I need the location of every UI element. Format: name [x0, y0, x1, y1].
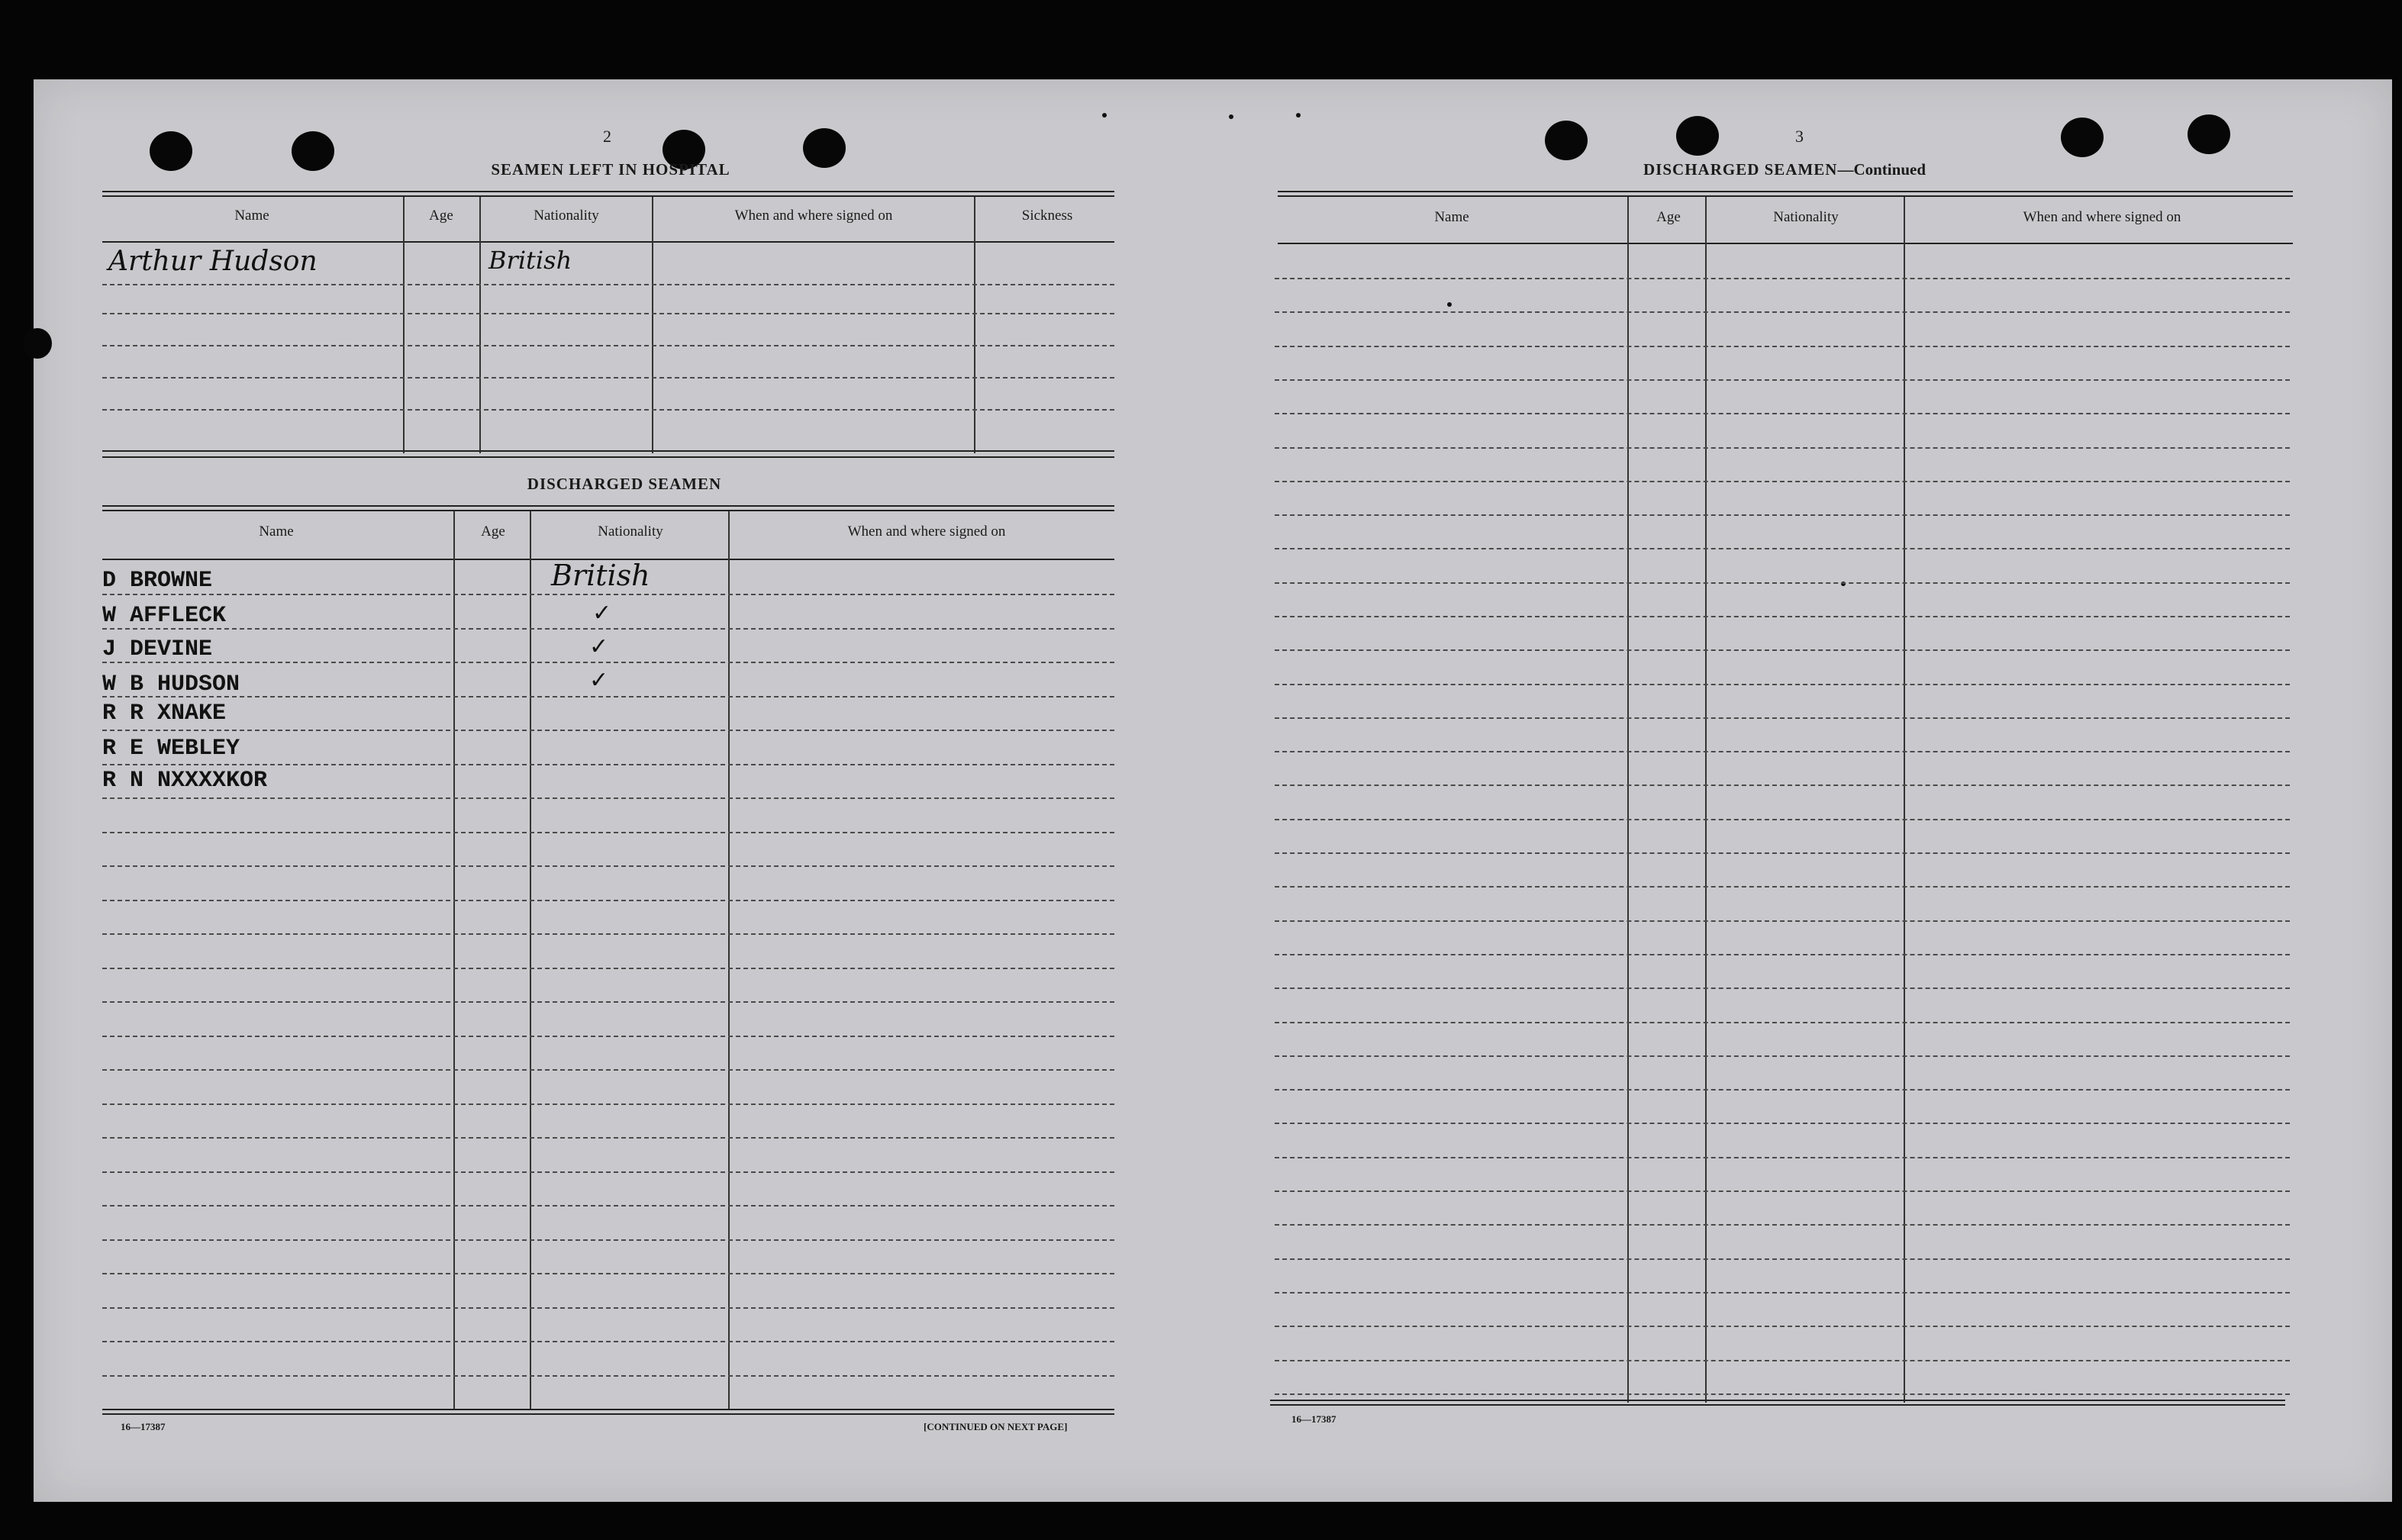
- discharged-row-line: [102, 628, 1114, 630]
- right-row-line: [1275, 886, 2290, 888]
- right-col-age: Age: [1656, 209, 1681, 225]
- discharged-divider: [530, 511, 531, 1410]
- right-row-line: [1275, 616, 2290, 617]
- hospital-divider: [479, 197, 481, 453]
- discharged-row-line: [102, 696, 1114, 698]
- hospital-col-signed-on: When and where signed on: [734, 208, 893, 224]
- right-bottom-rule: [1270, 1400, 2285, 1401]
- right-row-line: [1275, 717, 2290, 719]
- hospital-header-rule: [102, 241, 1114, 243]
- continued-note: [CONTINUED ON NEXT PAGE]: [924, 1421, 1068, 1432]
- right-row-line: [1275, 413, 2290, 414]
- discharged-top-rule-2: [102, 510, 1114, 511]
- right-row-line: [1275, 514, 2290, 516]
- hospital-col-name: Name: [234, 208, 269, 224]
- discharged-entry-name: W B HUDSON: [102, 672, 240, 698]
- discharged-row-line: [102, 797, 1114, 799]
- discharged-bottom-rule-2: [102, 1413, 1114, 1415]
- discharged-entry-name: R E WEBLEY: [102, 736, 240, 762]
- discharged-row-line: [102, 832, 1114, 833]
- ditto-check-mark: ✓: [592, 600, 612, 627]
- right-row-line: [1275, 1123, 2290, 1124]
- punch-hole: [1545, 121, 1588, 160]
- right-row-line: [1275, 684, 2290, 685]
- hospital-bottom-rule-2: [102, 456, 1114, 458]
- right-top-rule: [1278, 191, 2293, 192]
- ditto-check-mark: ✓: [589, 667, 609, 694]
- right-row-line: [1275, 1089, 2290, 1091]
- right-row-line: [1275, 346, 2290, 347]
- right-row-line: [1275, 582, 2290, 584]
- hospital-entry-name: Arthur Hudson: [108, 246, 318, 277]
- discharged-row-line: [102, 1103, 1114, 1105]
- page-number-left: 2: [603, 127, 611, 146]
- punch-hole: [292, 131, 334, 171]
- discharged-row-line: [102, 900, 1114, 901]
- discharged-col-nationality: Nationality: [598, 524, 663, 540]
- right-row-line: [1275, 954, 2290, 955]
- hospital-divider: [652, 197, 653, 453]
- right-top-rule-2: [1278, 195, 2293, 197]
- right-divider: [1904, 197, 1905, 1403]
- right-row-line: [1275, 447, 2290, 449]
- hospital-divider: [403, 197, 405, 453]
- discharged-row-line: [102, 1036, 1114, 1037]
- edge-notch: [23, 328, 52, 359]
- punch-hole: [2188, 114, 2230, 154]
- hospital-top-rule: [102, 191, 1114, 192]
- discharged-row-line: [102, 1171, 1114, 1173]
- discharged-entry-name: D BROWNE: [102, 568, 213, 594]
- discharged-bottom-rule: [102, 1409, 1114, 1410]
- hospital-row-line: [102, 409, 1114, 411]
- hospital-row-line: [102, 284, 1114, 285]
- discharged-row-line: [102, 662, 1114, 663]
- right-row-line: [1275, 819, 2290, 820]
- right-row-line: [1275, 1190, 2290, 1192]
- hospital-row-line: [102, 313, 1114, 314]
- right-row-line: [1275, 379, 2290, 381]
- right-bottom-rule-2: [1270, 1404, 2285, 1406]
- hospital-divider: [974, 197, 975, 453]
- punch-hole: [2061, 118, 2104, 157]
- right-row-line: [1275, 852, 2290, 854]
- hospital-col-nationality: Nationality: [534, 208, 599, 224]
- right-row-line: [1275, 1157, 2290, 1158]
- right-col-signed-on: When and where signed on: [2023, 209, 2181, 225]
- right-header-rule: [1278, 243, 2293, 244]
- hospital-entry-nationality: British: [488, 246, 572, 275]
- discharged-top-rule: [102, 505, 1114, 507]
- discharged-entry-name: R N NXXXXKOR: [102, 768, 268, 794]
- discharged-row-line: [102, 1375, 1114, 1377]
- discharged-col-age: Age: [481, 524, 505, 540]
- right-row-line: [1275, 1393, 2290, 1395]
- hospital-section-title: SEAMEN LEFT IN HOSPITAL: [491, 160, 730, 179]
- discharged-divider: [453, 511, 455, 1410]
- discharged-row-line: [102, 764, 1114, 765]
- right-row-line: [1275, 784, 2290, 786]
- discharged-entry-name: R R XNAKE: [102, 701, 227, 727]
- right-row-line: [1275, 1326, 2290, 1327]
- hospital-bottom-rule: [102, 450, 1114, 452]
- discharged-row-line: [102, 1137, 1114, 1139]
- discharged-entry-nationality: British: [551, 559, 650, 592]
- right-row-line: [1275, 1224, 2290, 1226]
- discharged-row-line: [102, 1239, 1114, 1241]
- right-row-line: [1275, 548, 2290, 549]
- punch-hole: [150, 131, 192, 171]
- right-col-name: Name: [1434, 209, 1469, 225]
- discharged-row-line: [102, 1307, 1114, 1309]
- form-number-right: 16—17387: [1291, 1413, 1336, 1425]
- discharged-row-line: [102, 730, 1114, 731]
- speck: [1447, 302, 1452, 307]
- right-row-line: [1275, 1022, 2290, 1023]
- page-number-right: 3: [1795, 127, 1804, 146]
- form-number-left: 16—17387: [121, 1421, 166, 1432]
- manifest-sheet: [34, 79, 2392, 1502]
- discharged-row-line: [102, 594, 1114, 595]
- hospital-row-line: [102, 377, 1114, 379]
- discharged-col-signed-on: When and where signed on: [847, 524, 1006, 540]
- discharged-row-line: [102, 968, 1114, 969]
- discharged-entry-name: W AFFLECK: [102, 603, 227, 629]
- right-divider: [1627, 197, 1629, 1403]
- right-row-line: [1275, 751, 2290, 752]
- right-row-line: [1275, 920, 2290, 922]
- right-row-line: [1275, 1055, 2290, 1057]
- right-row-line: [1275, 278, 2290, 279]
- right-row-line: [1275, 987, 2290, 989]
- discharged-row-line: [102, 1273, 1114, 1274]
- discharged-row-line: [102, 933, 1114, 935]
- right-row-line: [1275, 1360, 2290, 1361]
- discharged-row-line: [102, 1069, 1114, 1071]
- speck: [1102, 113, 1107, 118]
- discharged-row-line: [102, 1341, 1114, 1342]
- hospital-row-line: [102, 345, 1114, 346]
- discharged-section-title: DISCHARGED SEAMEN: [527, 475, 722, 493]
- speck: [1296, 113, 1301, 118]
- punch-hole: [1676, 116, 1719, 156]
- right-title-suffix: —Continued: [1837, 160, 1926, 179]
- right-col-nationality: Nationality: [1773, 209, 1839, 225]
- right-divider: [1705, 197, 1707, 1403]
- hospital-col-sickness: Sickness: [1021, 208, 1073, 224]
- discharged-row-line: [102, 1205, 1114, 1207]
- right-title-text: DISCHARGED SEAMEN: [1643, 160, 1838, 179]
- right-row-line: [1275, 649, 2290, 651]
- right-row-line: [1275, 1292, 2290, 1294]
- right-section-title: [1643, 160, 1926, 179]
- ditto-check-mark: ✓: [589, 633, 609, 660]
- punch-hole: [803, 128, 846, 168]
- discharged-row-line: [102, 865, 1114, 867]
- hospital-top-rule-2: [102, 195, 1114, 197]
- speck: [1229, 114, 1233, 119]
- discharged-divider: [728, 511, 730, 1410]
- right-row-line: [1275, 1258, 2290, 1260]
- right-row-line: [1275, 481, 2290, 482]
- discharged-col-name: Name: [259, 524, 294, 540]
- hospital-col-age: Age: [429, 208, 453, 224]
- right-row-line: [1275, 311, 2290, 313]
- discharged-entry-name: J DEVINE: [102, 636, 213, 662]
- discharged-row-line: [102, 1001, 1114, 1003]
